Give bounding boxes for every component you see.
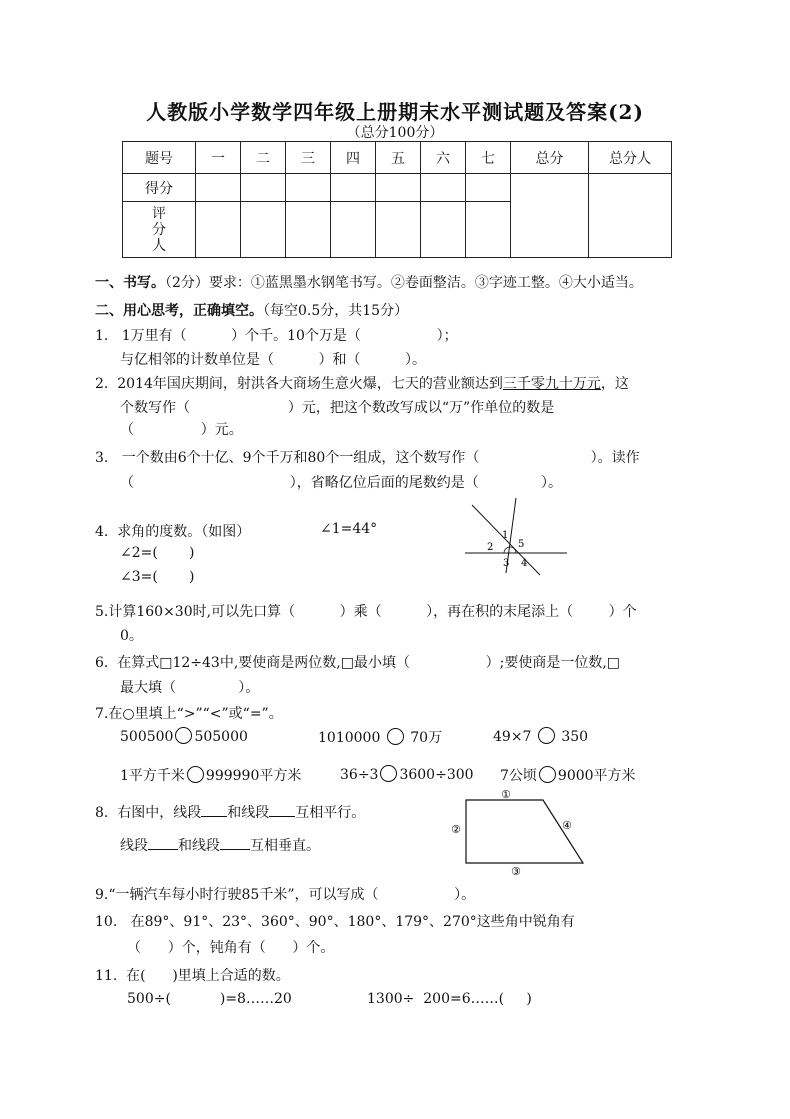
- page-title: 人教版小学数学四年级上册期末水平测试题及答案(2): [146, 100, 644, 124]
- grader-cell: [196, 202, 241, 258]
- question-4-given: ∠1=44°: [320, 521, 378, 537]
- header-cell: 五: [376, 142, 421, 174]
- score-cell: [331, 174, 376, 202]
- trapezoid-figure: [448, 786, 593, 878]
- row-label-char: 分: [152, 221, 166, 238]
- segment-label-3: ③: [511, 865, 521, 878]
- angle-label-2: 2: [487, 542, 494, 553]
- q7-compare-item: [318, 727, 442, 747]
- page-subtitle: （总分100分）: [346, 125, 444, 141]
- question-9: 9.“一辆汽车每小时行驶85千米”，可以写成（ ）。: [95, 887, 476, 903]
- question-3-line-1: 3. 一个数由6个十亿、9个千万和80个一组成，这个数写作（ ）。读作: [95, 450, 640, 466]
- table-row: [123, 174, 672, 202]
- question-10-line-2: （ ）个，钝角有（ ）个。: [127, 940, 335, 956]
- row-label: 得分: [123, 174, 196, 202]
- q8-blank[interactable]: [269, 816, 295, 817]
- question-5-line-2: 0。: [120, 628, 143, 644]
- q8-text: 线段: [120, 838, 148, 854]
- question-2-line-3: （ ）元。: [120, 422, 243, 438]
- compare-right: 999990平方米: [205, 768, 302, 784]
- question-6-line-2: 最大填（ ）。: [120, 680, 260, 696]
- header-cell: 一: [196, 142, 241, 174]
- header-cell: 三: [286, 142, 331, 174]
- question-11-expr-1: 500÷( )=8……20: [127, 991, 292, 1007]
- question-1-line-1: 1. 1万里有（ ）个千。10个万是（ ）；: [95, 328, 458, 344]
- score-cell: [241, 174, 286, 202]
- header-cell: 七: [466, 142, 511, 174]
- grader-cell: [466, 202, 511, 258]
- compare-circle[interactable]: [187, 766, 204, 783]
- table-header-row: [123, 142, 672, 174]
- section-1-text: （2分）要求：①蓝黑墨水钢笔书写。②卷面整洁。③字迹工整。④大小适当。: [165, 275, 643, 291]
- header-cell: 六: [421, 142, 466, 174]
- q8-blank[interactable]: [148, 849, 178, 850]
- q2-text: 2. 2014年国庆期间，射洪各大商场生意火爆，七天的营业额达到: [95, 376, 503, 392]
- compare-right: 350: [561, 729, 589, 745]
- score-cell: [421, 174, 466, 202]
- question-8-line-2: [120, 835, 320, 855]
- question-10-line-1: 10. 在89°、91°、23°、360°、90°、180°、179°、270°这些角中锐角有: [95, 914, 575, 930]
- compare-left: 1010000: [318, 730, 381, 746]
- header-cell: 总分人: [589, 142, 672, 174]
- grader-cell: [376, 202, 421, 258]
- q8-text: 和线段: [178, 838, 220, 854]
- question-11-expr-2: 1300÷ 200=6……( ): [367, 991, 532, 1007]
- grader-cell: [286, 202, 331, 258]
- total-score-cell: [511, 174, 589, 258]
- angle-label-3: 3: [503, 558, 510, 569]
- q2-text-end: ，这: [600, 376, 629, 392]
- row-label: [123, 202, 196, 258]
- question-7-title: 7.在○里填上“>”“<”或“=”。: [95, 706, 283, 722]
- compare-left: 1平方千米: [120, 768, 185, 784]
- segment-label-4: ④: [562, 819, 572, 832]
- compare-left: 7公顷: [500, 768, 537, 784]
- score-cell: [196, 174, 241, 202]
- header-cell: 二: [241, 142, 286, 174]
- question-11-line-1: 11. 在( )里填上合适的数。: [95, 968, 290, 984]
- compare-circle[interactable]: [539, 766, 556, 783]
- compare-right: 70万: [410, 730, 443, 746]
- header-cell: 四: [331, 142, 376, 174]
- compare-right: 3600÷300: [399, 767, 474, 783]
- section-2-heading: 二、用心思考，正确填空。: [95, 303, 263, 319]
- q8-text: 和线段: [227, 805, 270, 821]
- section-2-text: （每空0.5分，共15分）: [263, 303, 409, 319]
- grader-cell: [421, 202, 466, 258]
- angle-label-4: 4: [521, 558, 528, 569]
- q7-compare-item: [500, 765, 636, 785]
- section-2: [95, 300, 408, 320]
- score-cell: [376, 174, 421, 202]
- question-2-line-2: 个数写作（ ）元，把这个数改写成以“万”作单位的数是: [120, 400, 555, 416]
- header-cell: 题号: [123, 142, 196, 174]
- compare-circle[interactable]: [538, 727, 555, 744]
- q8-blank[interactable]: [201, 816, 227, 817]
- compare-circle[interactable]: [380, 765, 397, 782]
- grader-cell: [241, 202, 286, 258]
- row-label-char: 人: [152, 237, 166, 254]
- question-1-line-2: 与亿相邻的计数单位是（ ）和（ ）。: [120, 352, 427, 368]
- angle-label-5: 5: [518, 539, 525, 550]
- compare-left: 36÷3: [340, 767, 379, 783]
- total-grader-cell: [589, 174, 672, 258]
- q2-underlined-amount: 三千零九十万元: [502, 376, 601, 392]
- angle-figure: [455, 495, 575, 580]
- compare-right: 9000平方米: [557, 768, 636, 784]
- score-cell: [286, 174, 331, 202]
- angle-label-1: 1: [502, 530, 509, 541]
- question-6-line-1: 6. 在算式□12÷43中,要使商是两位数,□最小填（ ）;要使商是一位数,□: [95, 655, 621, 671]
- compare-circle[interactable]: [175, 727, 192, 744]
- question-5-line-1: 5.计算160×30时,可以先口算（ ）乘（ ），再在积的末尾添上（ ）个: [95, 604, 637, 620]
- score-table: [122, 141, 672, 258]
- question-4-angle-2: ∠2=( ): [120, 545, 195, 561]
- compare-left: 500500: [120, 729, 174, 745]
- question-4-line-1: 4. 求角的度数。（如图）: [95, 524, 251, 540]
- q7-compare-item: [493, 727, 588, 745]
- q7-compare-item: [120, 727, 248, 745]
- question-2-line-1: [95, 373, 629, 393]
- q8-text: 互相平行。: [295, 805, 366, 821]
- section-1: [95, 272, 643, 292]
- segment-label-1: ①: [501, 788, 511, 801]
- question-3-line-2: （ ），省略亿位后面的尾数约是（ ）。: [120, 475, 563, 491]
- compare-left: 49×7: [493, 729, 532, 745]
- compare-right: 505000: [194, 729, 248, 745]
- section-1-heading: 一、书写。: [95, 275, 165, 291]
- score-cell: [466, 174, 511, 202]
- compare-circle[interactable]: [387, 728, 404, 745]
- header-cell: 总分: [511, 142, 589, 174]
- q8-text: 8. 右图中，线段: [95, 805, 202, 821]
- grader-cell: [331, 202, 376, 258]
- segment-label-2: ②: [451, 823, 461, 836]
- question-8-line-1: [95, 802, 365, 822]
- q8-text: 互相垂直。: [250, 838, 320, 854]
- q7-compare-item: [340, 765, 474, 783]
- q7-compare-item: [120, 765, 301, 785]
- question-4-angle-3: ∠3=( ): [120, 569, 195, 585]
- row-label-char: 评: [152, 205, 166, 222]
- q8-blank[interactable]: [220, 849, 250, 850]
